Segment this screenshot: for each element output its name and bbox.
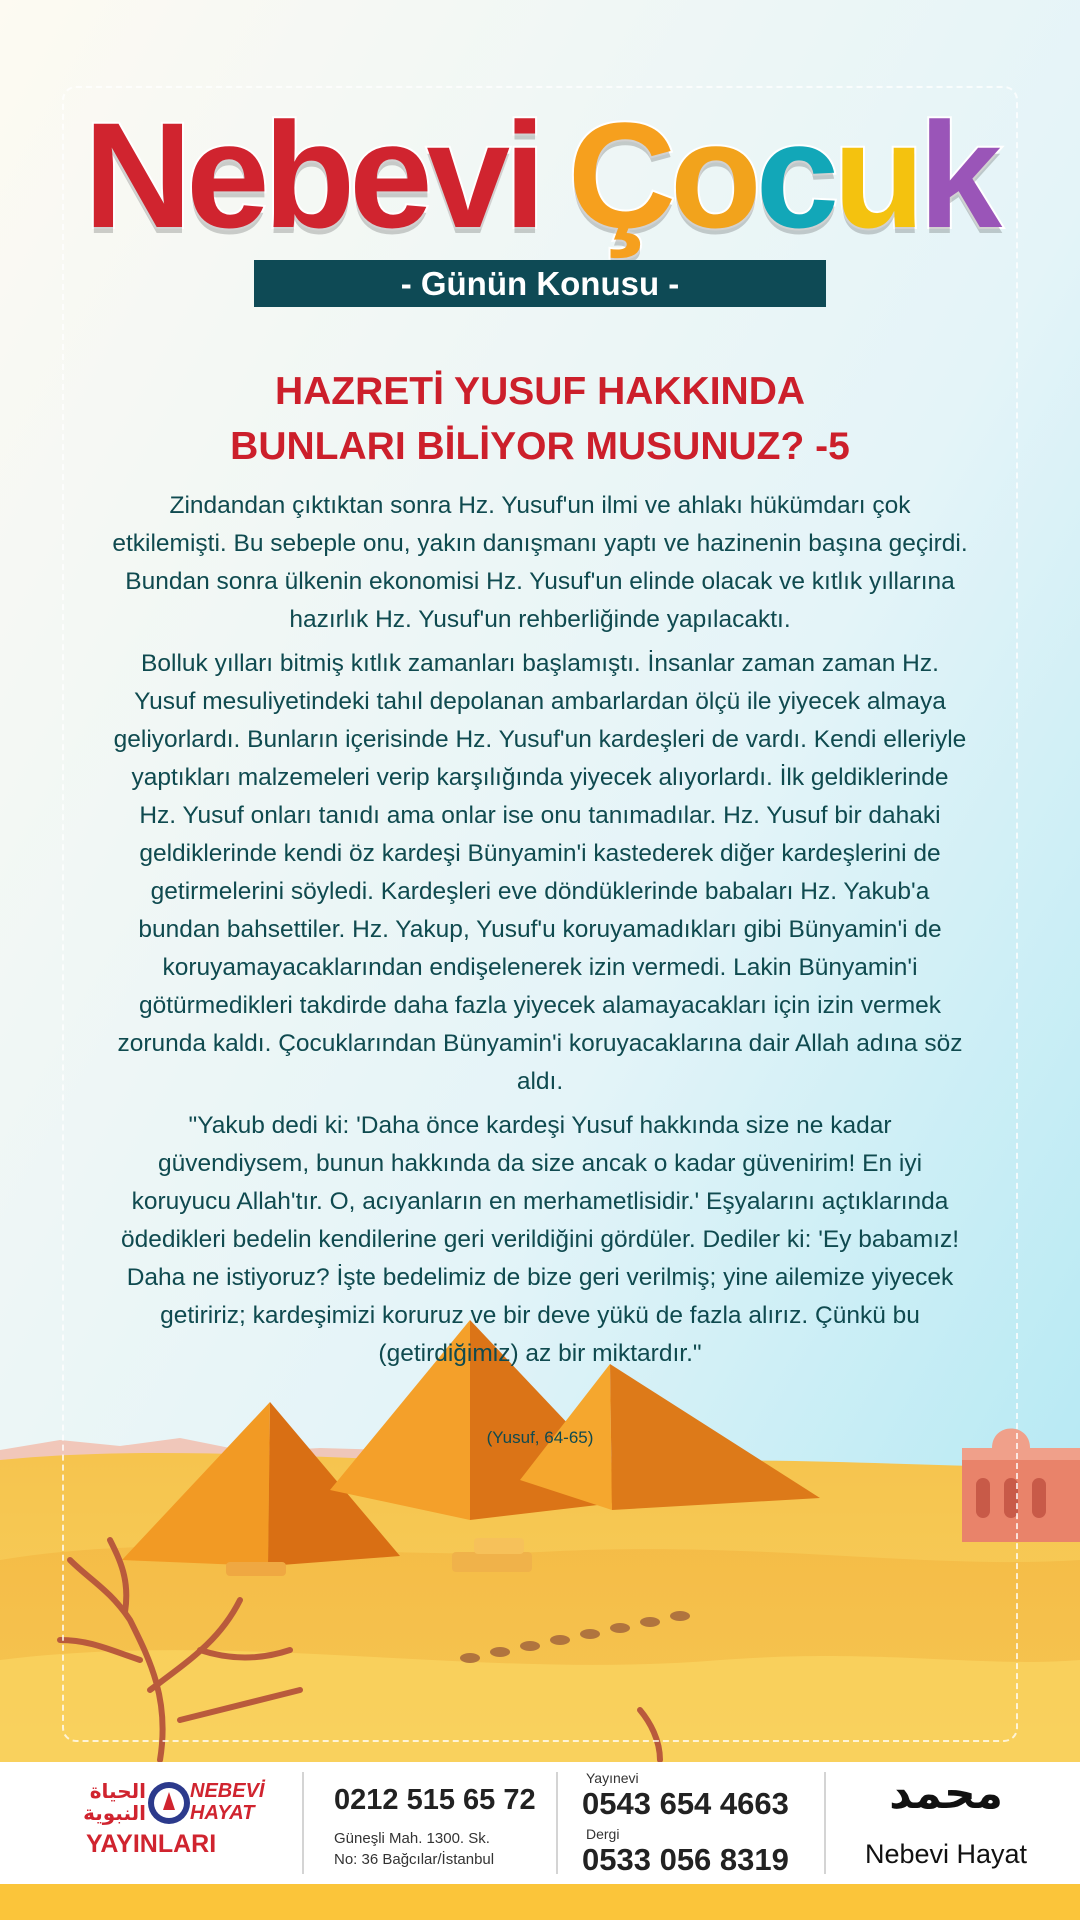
magazine-phone[interactable]: 0533 056 8319 <box>582 1842 789 1877</box>
title-line: HAZRETİ YUSUF HAKKINDA <box>274 370 806 413</box>
publisher-name-line: HAYAT <box>190 1802 255 1824</box>
quote-paragraph: "Yakub dedi ki: 'Daha önce kardeşi Yusuf hakkında size ne kadar güvendiysem, bunun hakkında da size ancak o kadar güvenirim! En iyi koruyucu Allah'tır. O, acıyanların en merhametlisidir.' Eşyalarını açtıklarında ödedikleri bedelin kendilerine geri verildiğini gördüler. Dediler ki: 'Ey babamız! Daha ne istiyoruz? İşte bedelimiz de bize geri verilmiş; yine ailemize yiyecek getiririz; kardeşimizi koruruz ve bir deve yükü de fazla alırız. Çünkü bu (getirdiğimiz) az bir miktardır." <box>120 1112 960 1367</box>
paragraph: Bolluk yılları bitmiş kıtlık zamanları başlamıştı. İnsanlar zaman zaman Hz. Yusuf mesuliyetindeki tahıl depolanan ambarlardan ölçü ile yiyecek almaya geliyorlardı. Bunların içerisinde Hz. Yusuf'un kardeşleri de vardı. Kendi elleriyle yaptıkları malzemeleri verip karşılığında yiyecek alıyorlardı. İlk geldiklerinde Hz. Yusuf onları tanıdı ama onlar ise onu tanımadılar. Hz. Yusuf bir dahaki geldiklerinde kendi öz kardeşi Bünyamin'i kastederek diğer kardeşlerini de getirmelerini söyledi. Kardeşleri eve döndüklerinde babaları Hz. Yakub'a bundan bahsettiler. Hz. Yakup, Yusuf'u koruyamadıkları gibi Bünyamin'i de koruyamayacaklarından endişelenerek izin vermedi. Lakin Bünyamin'i götürmedikleri takdirde daha fazla yiyecek alamayacakları için izin vermek zorunda kaldı. Çocuklarından Bünyamin'i koruyacaklarına dair Allah adına söz aldı. <box>113 650 967 1095</box>
address-line: No: 36 Bağcılar/İstanbul <box>334 1851 495 1868</box>
arabic-line: الحياة <box>89 1779 146 1803</box>
publisher-logo <box>40 1776 280 1866</box>
nebevi-cocuk-logo <box>0 91 1080 259</box>
article-title <box>0 364 1080 474</box>
publisher-emblem-icon <box>146 1780 192 1826</box>
publisher-name <box>190 1780 264 1824</box>
footer-divider <box>556 1772 558 1874</box>
logo-letter: o <box>670 91 756 259</box>
magazine-label: Dergi <box>586 1826 620 1842</box>
phone-number[interactable]: 0212 515 65 72 <box>334 1784 536 1816</box>
address <box>334 1828 494 1870</box>
subtitle-banner: - Günün Konusu - <box>254 260 826 307</box>
title-line: BUNLARI BİLİYOR MUSUNUZ? -5 <box>230 425 850 468</box>
address-line: Güneşli Mah. 1300. Sk. <box>334 1830 490 1847</box>
calligraphy-logo: محمد <box>889 1768 1003 1819</box>
paragraph: Zindandan çıktıktan sonra Hz. Yusuf'un ilmi ve ahlakı hükümdarı çok etkilemişti. Bu sebeple onu, yakın danışmanı yaptı ve hazinenin başına geçirdi. Bundan sonra ülkenin ekonomisi Hz. Yusuf'un elinde olacak ve kıtlık yıllarına hazırlık Hz. Yusuf'un rehberliğinde yapılacaktı. <box>112 492 968 633</box>
article-body <box>110 487 970 1379</box>
footer-divider <box>824 1772 826 1874</box>
logo-letter: k <box>918 91 997 259</box>
quran-reference: (Yusuf, 64-65) <box>486 1428 594 1447</box>
nebevi-hayat-brand <box>846 1766 1046 1880</box>
brand-name: Nebevi Hayat <box>864 1839 1028 1869</box>
arabic-line: النبوية <box>83 1801 146 1825</box>
logo-letter: c <box>755 91 834 259</box>
footer-divider <box>302 1772 304 1874</box>
publisher-phone[interactable]: 0543 654 4663 <box>582 1786 789 1821</box>
footer-bar <box>0 1884 1080 1920</box>
publisher-yayinlari: YAYINLARI <box>86 1830 217 1858</box>
publisher-label: Yayınevi <box>586 1770 639 1786</box>
logo-word-nebevi: Nebevi <box>83 91 540 259</box>
publisher-name-line: NEBEVİ <box>190 1780 265 1802</box>
logo-letter: Ç <box>567 91 671 259</box>
publisher-arabic <box>46 1780 146 1824</box>
logo-letter: u <box>833 91 919 259</box>
